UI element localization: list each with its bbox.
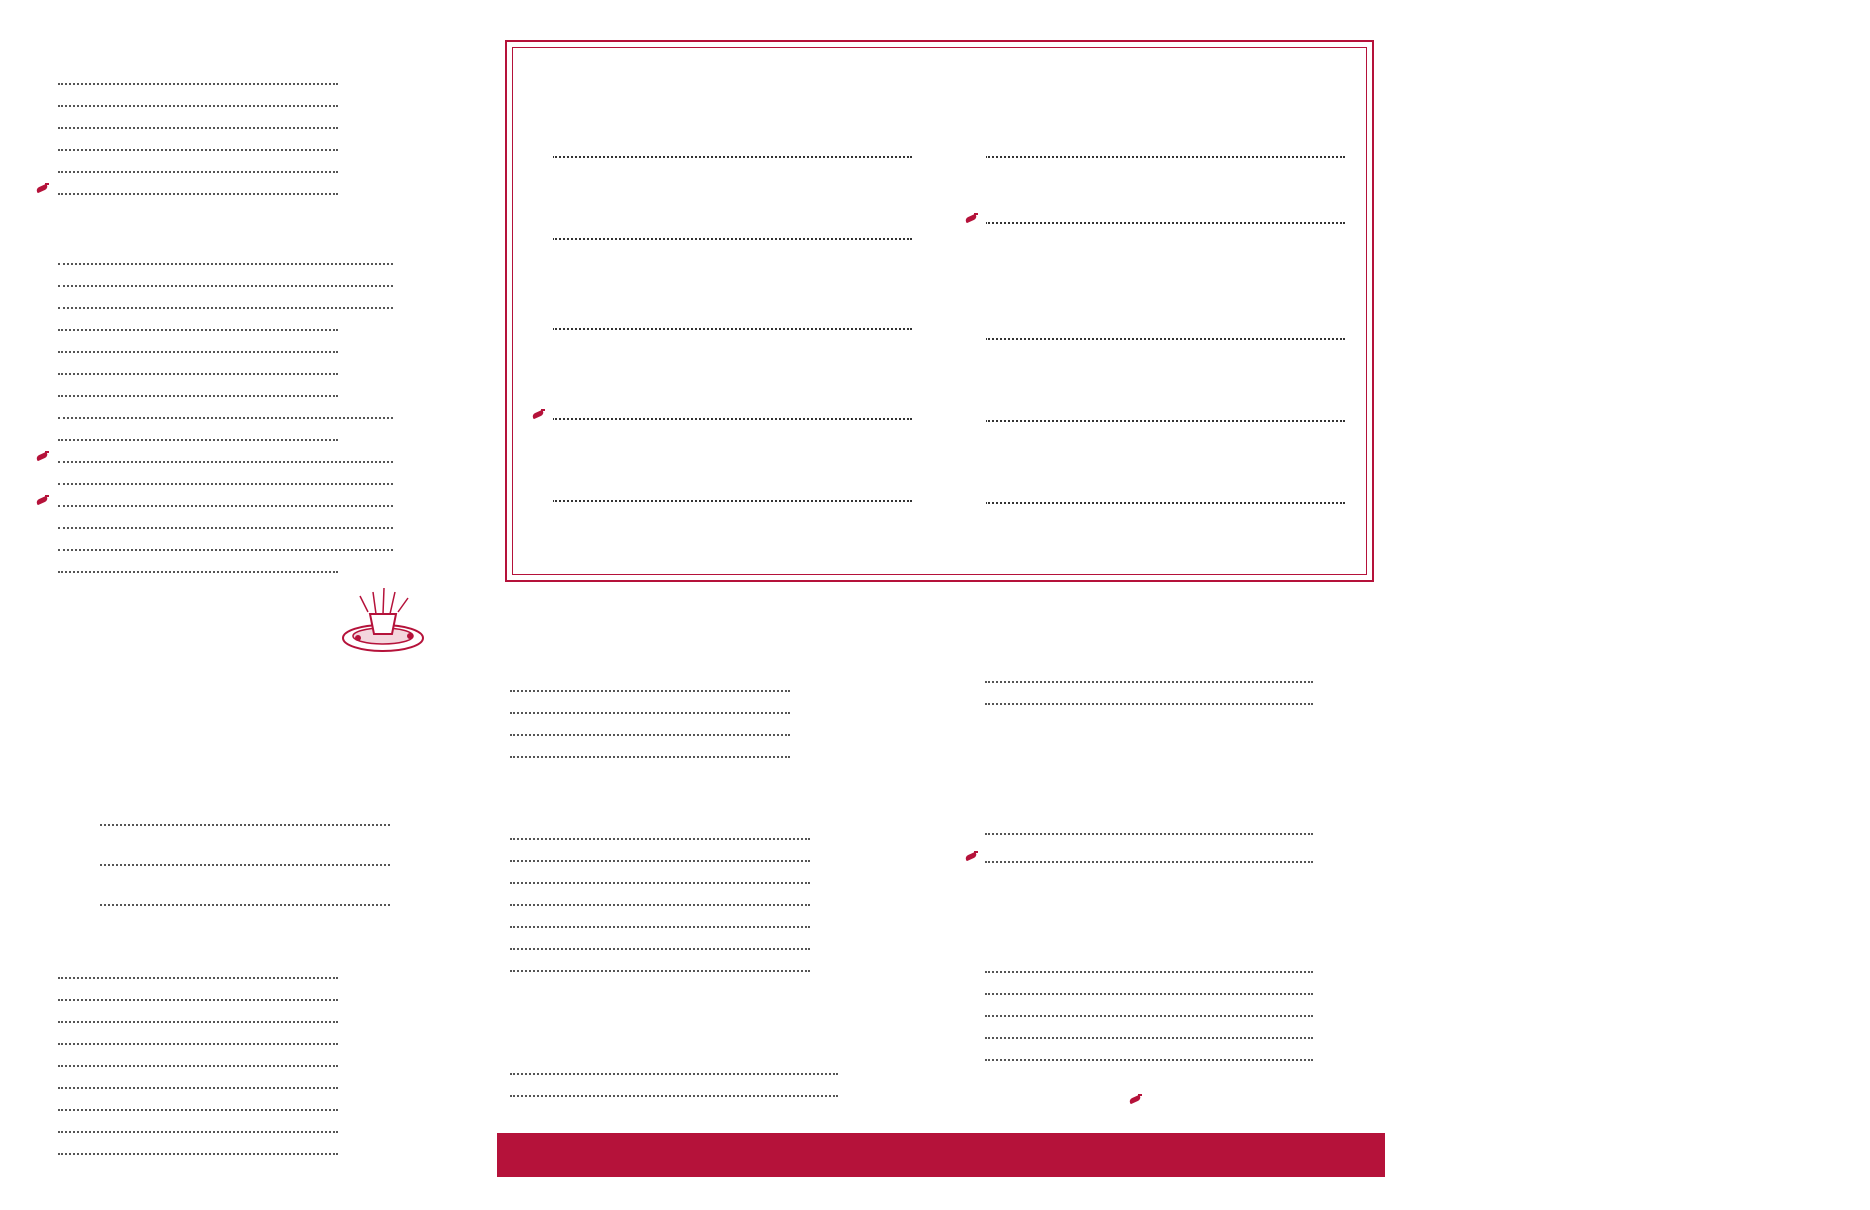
menu-item <box>38 556 433 578</box>
specialty-name <box>985 324 986 343</box>
specialty-name <box>552 142 553 161</box>
menu-item <box>38 962 433 984</box>
menu-item <box>38 424 433 446</box>
pork-section <box>1450 38 1840 72</box>
chow-mein-section <box>510 600 910 770</box>
specialty-name <box>552 486 553 505</box>
middle-right-column <box>985 600 1385 760</box>
menu-item <box>38 178 433 200</box>
menu-item <box>38 358 433 380</box>
section-header <box>38 218 433 248</box>
menu-item <box>510 889 910 911</box>
menu-item <box>38 512 433 534</box>
menu-item <box>38 1006 433 1028</box>
menu-item <box>965 978 1360 1000</box>
menu-item <box>38 314 433 336</box>
specialty-name <box>985 488 986 507</box>
menu-item <box>965 688 1360 710</box>
specialty-item <box>552 222 912 245</box>
menu-list <box>38 248 433 578</box>
hot-spicy-legend <box>1127 1089 1147 1108</box>
spicy-pepper-icon <box>34 452 48 460</box>
menu-item <box>38 446 433 468</box>
menu-item <box>38 468 433 490</box>
menu-item <box>510 933 910 955</box>
menu-item <box>965 1000 1360 1022</box>
menu-item <box>490 1058 880 1080</box>
specialty-item <box>985 206 1345 229</box>
specialty-item <box>552 484 912 507</box>
combo-item <box>38 872 433 912</box>
specialty-item <box>985 140 1345 163</box>
menu-item <box>38 68 433 90</box>
menu-item <box>38 1072 433 1094</box>
menu-item <box>38 336 433 358</box>
menu-item <box>38 402 433 424</box>
section-header <box>1450 38 1840 72</box>
specialty-name <box>985 406 986 425</box>
lo-mein-section <box>510 775 910 977</box>
menu-list <box>510 823 910 977</box>
menu-item <box>965 956 1360 978</box>
menu-item <box>510 845 910 867</box>
specialty-item <box>552 312 912 335</box>
menu-item <box>38 380 433 402</box>
menu-item <box>38 90 433 112</box>
menu-item <box>965 846 1360 868</box>
specialty-name <box>552 404 553 423</box>
menu-item <box>490 675 910 697</box>
menu-item <box>38 1028 433 1050</box>
weight-watcher-section <box>985 600 1385 760</box>
menu-item <box>490 741 910 763</box>
menu-list <box>38 962 433 1160</box>
menu-item <box>38 134 433 156</box>
spicy-pepper-icon <box>530 410 544 418</box>
menu-item <box>38 292 433 314</box>
menu-item <box>510 955 910 977</box>
menu-item <box>965 1022 1360 1044</box>
spicy-pepper-icon <box>34 184 48 192</box>
specialty-name <box>985 208 986 227</box>
chefs-specialties-box <box>505 40 1374 582</box>
menu-item <box>38 156 433 178</box>
specialty-item <box>985 486 1345 509</box>
menu-item <box>490 697 910 719</box>
menu-item <box>38 1116 433 1138</box>
specialty-item <box>985 322 1345 345</box>
pepper-icon <box>1127 1095 1141 1103</box>
appetizers-section <box>38 218 433 578</box>
specialty-name <box>985 142 986 161</box>
specialty-name <box>552 314 553 333</box>
section-header <box>38 38 433 68</box>
menu-item <box>38 534 433 556</box>
menu-item <box>965 818 1360 840</box>
menu-item <box>510 911 910 933</box>
specialty-item <box>552 402 912 425</box>
specialty-item <box>552 140 912 163</box>
menu-item <box>510 867 910 889</box>
menu-item <box>38 112 433 134</box>
menu-item <box>490 719 910 741</box>
section-header <box>510 775 910 823</box>
specialty-name <box>552 224 553 243</box>
restaurant-contact-banner <box>497 1133 1385 1177</box>
menu-list <box>38 68 433 200</box>
menu-item <box>38 1050 433 1072</box>
spicy-pepper-icon <box>963 214 977 222</box>
menu-item <box>965 1044 1360 1066</box>
menu-item <box>38 490 433 512</box>
spicy-pepper-icon <box>34 496 48 504</box>
menu-item <box>490 1080 880 1102</box>
section-header <box>38 932 433 962</box>
menu-item <box>510 823 910 845</box>
middle-left-column <box>510 600 910 770</box>
menu-item <box>38 1138 433 1160</box>
combo-item <box>38 832 433 872</box>
spicy-pepper-icon <box>963 852 977 860</box>
menu-item <box>965 666 1360 688</box>
menu-item <box>38 984 433 1006</box>
pupu-platter-illustration <box>338 586 428 656</box>
specialty-item <box>985 404 1345 427</box>
soup-section <box>38 38 433 200</box>
menu-item <box>38 270 433 292</box>
menu-item <box>38 248 433 270</box>
menu-item <box>38 1094 433 1116</box>
combo-item <box>38 792 433 832</box>
fried-rice-section <box>38 932 433 1160</box>
